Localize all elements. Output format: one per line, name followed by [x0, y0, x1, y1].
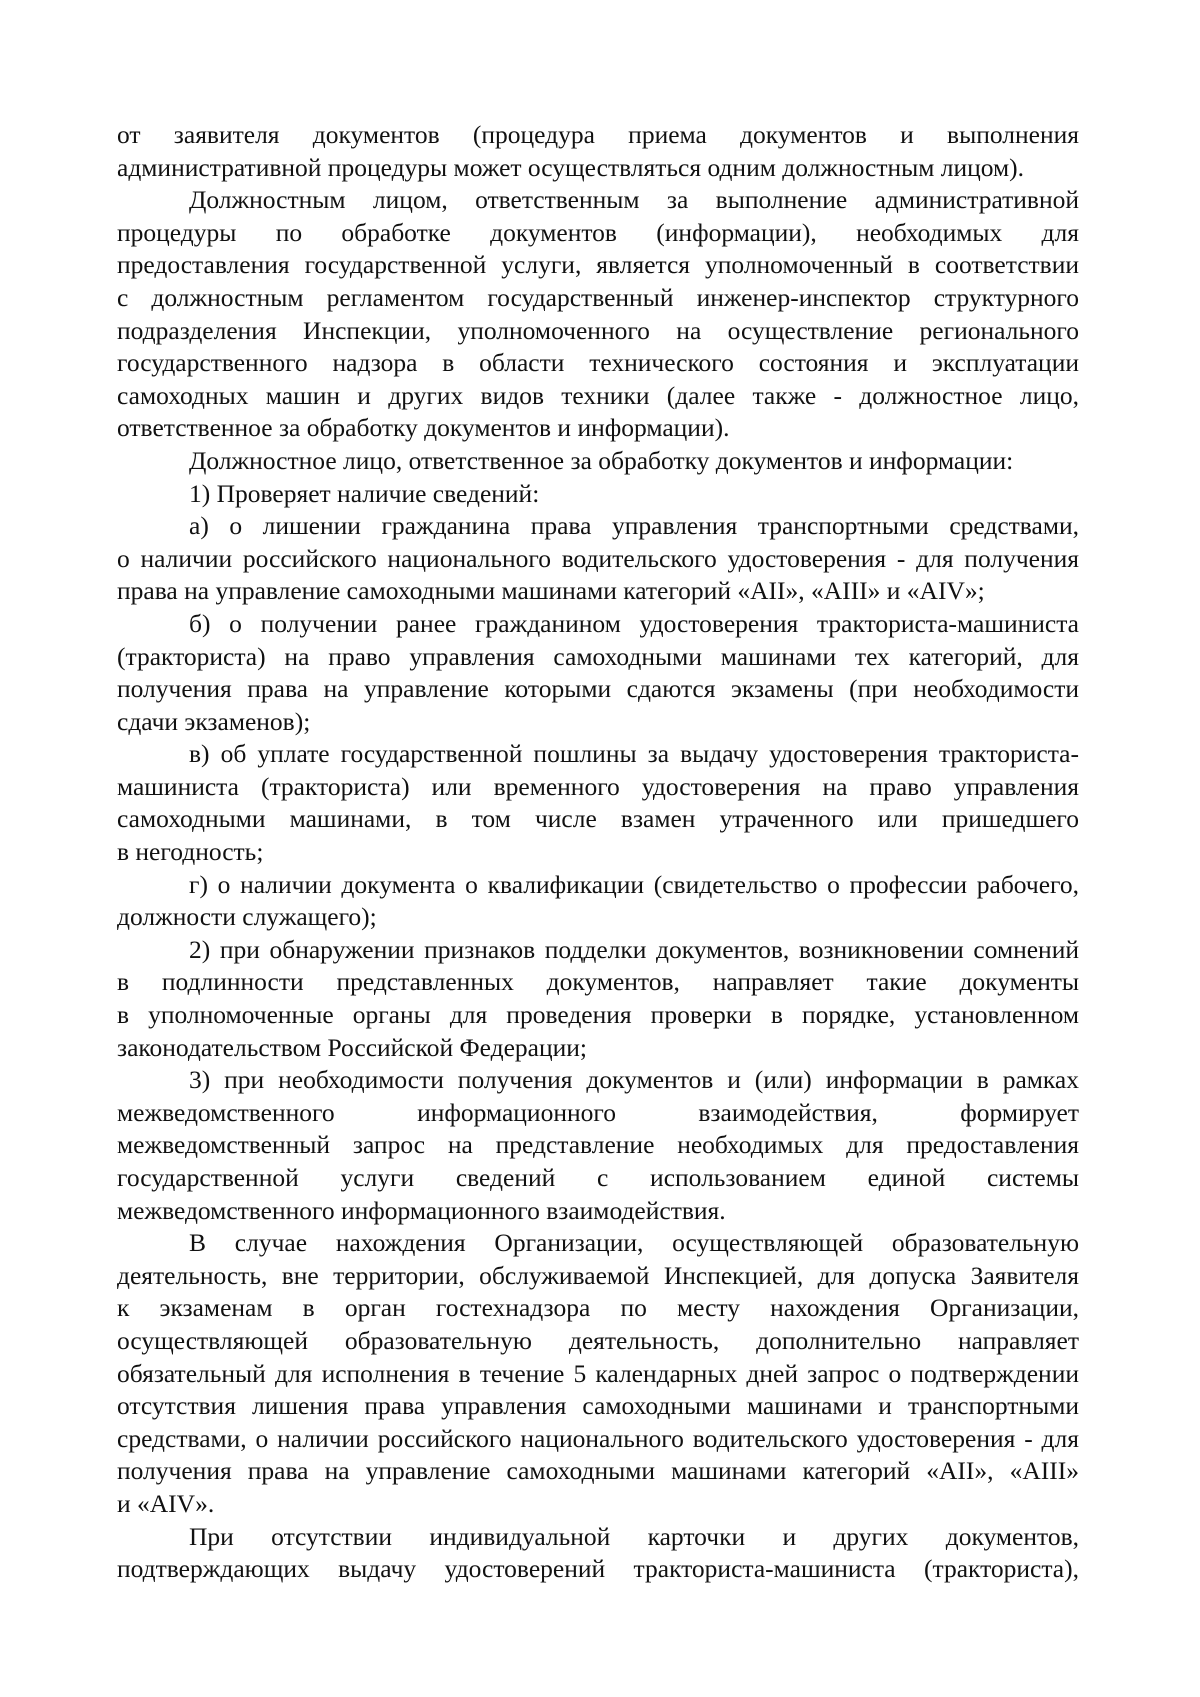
- text-line: ответственное за обработку документов и информации).: [117, 413, 730, 443]
- paragraph: [117, 738, 1079, 868]
- paragraph: [117, 119, 1079, 184]
- paragraph: [117, 510, 1079, 608]
- text-line: о наличии российского национального водительского удостоверения - для получения: [117, 543, 1079, 573]
- text-line: 2) при обнаружении признаков подделки документов, возникновении сомнений: [189, 934, 1079, 964]
- paragraph: [117, 1521, 1079, 1586]
- text-line: В случае нахождения Организации, осуществляющей образовательную: [189, 1228, 1079, 1258]
- paragraph: [117, 184, 1079, 445]
- paragraph: [117, 934, 1079, 1064]
- text-line: самоходных машин и других видов техники (далее также - должностное лицо,: [117, 380, 1079, 410]
- paragraph: [117, 608, 1079, 738]
- paragraph: [117, 445, 1079, 478]
- text-line: межведомственный запрос на представление необходимых для предоставления: [117, 1130, 1079, 1160]
- text-line: 1) Проверяет наличие сведений:: [189, 478, 540, 508]
- text-line: в подлинности представленных документов, направляет такие документы: [117, 967, 1079, 997]
- text-line: (тракториста) на право управления самоходными машинами тех категорий, для: [117, 641, 1079, 671]
- text-line: административной процедуры может осуществляться одним должностным лицом).: [117, 152, 1025, 182]
- text-line: законодательством Российской Федерации;: [117, 1032, 588, 1062]
- text-line: б) о получении ранее гражданином удостоверения тракториста-машиниста: [189, 608, 1079, 638]
- text-line: межведомственного информационного взаимодействия.: [117, 1195, 726, 1225]
- text-line: права на управление самоходными машинами категорий «AII», «AIII» и «AIV»;: [117, 576, 985, 606]
- paragraph: [117, 1064, 1079, 1227]
- text-line: самоходными машинами, в том числе взамен утраченного или пришедшего: [117, 804, 1079, 834]
- paragraph: [117, 869, 1079, 934]
- text-line: от заявителя документов (процедура приема документов и выполнения: [117, 120, 1079, 149]
- text-line: предоставления государственной услуги, является уполномоченный в соответствии: [117, 250, 1079, 280]
- text-line: Должностное лицо, ответственное за обработку документов и информации:: [189, 445, 1014, 475]
- text-line: к экзаменам в орган гостехнадзора по месту нахождения Организации,: [117, 1293, 1079, 1323]
- text-line: процедуры по обработке документов (информации), необходимых для: [117, 217, 1079, 247]
- paragraph: [117, 478, 1079, 511]
- text-line: г) о наличии документа о квалификации (свидетельство о профессии рабочего,: [189, 869, 1079, 899]
- text-line: государственного надзора в области технического состояния и эксплуатации: [117, 348, 1079, 378]
- text-line: государственной услуги сведений с использованием единой системы: [117, 1163, 1079, 1192]
- text-line: межведомственного информационного взаимодействия, формирует: [117, 1097, 1079, 1127]
- text-line: а) о лишении гражданина права управления транспортными средствами,: [189, 511, 1079, 541]
- text-line: Должностным лицом, ответственным за выполнение административной: [189, 185, 1079, 215]
- text-line: получения права на управление самоходными машинами категорий «AII», «AIII»: [117, 1456, 1079, 1486]
- paragraph: [117, 1227, 1079, 1520]
- text-line: и «AIV».: [117, 1488, 215, 1518]
- text-line: осуществляющей образовательную деятельность, дополнительно направляет: [117, 1325, 1079, 1355]
- text-line: с должностным регламентом государственный инженер-инспектор структурного: [117, 282, 1079, 312]
- text-line: отсутствия лишения права управления самоходными машинами и транспортными: [117, 1391, 1079, 1421]
- text-line: должности служащего);: [117, 902, 377, 932]
- text-line: в негодность;: [117, 837, 264, 867]
- text-line: средствами, о наличии российского национального водительского удостоверения - для: [117, 1423, 1079, 1453]
- document-body: [117, 119, 1079, 1586]
- text-line: подтверждающих выдачу удостоверений тракториста-машиниста (тракториста),: [117, 1554, 1079, 1584]
- text-line: в уполномоченные органы для проведения проверки в порядке, установленном: [117, 1000, 1079, 1030]
- text-line: деятельность, вне территории, обслуживаемой Инспекцией, для допуска Заявителя: [117, 1260, 1079, 1290]
- text-line: 3) при необходимости получения документов и (или) информации в рамках: [189, 1065, 1079, 1095]
- text-line: в) об уплате государственной пошлины за выдачу удостоверения тракториста-: [189, 739, 1079, 769]
- text-line: обязательный для исполнения в течение 5 календарных дней запрос о подтверждении: [117, 1358, 1079, 1388]
- text-line: подразделения Инспекции, уполномоченного на осуществление регионального: [117, 315, 1079, 345]
- text-line: При отсутствии индивидуальной карточки и других документов,: [189, 1521, 1079, 1551]
- text-line: получения права на управление которыми сдаются экзамены (при необходимости: [117, 674, 1079, 704]
- text-line: сдачи экзаменов);: [117, 706, 311, 736]
- text-line: машиниста (тракториста) или временного удостоверения на право управления: [117, 771, 1079, 801]
